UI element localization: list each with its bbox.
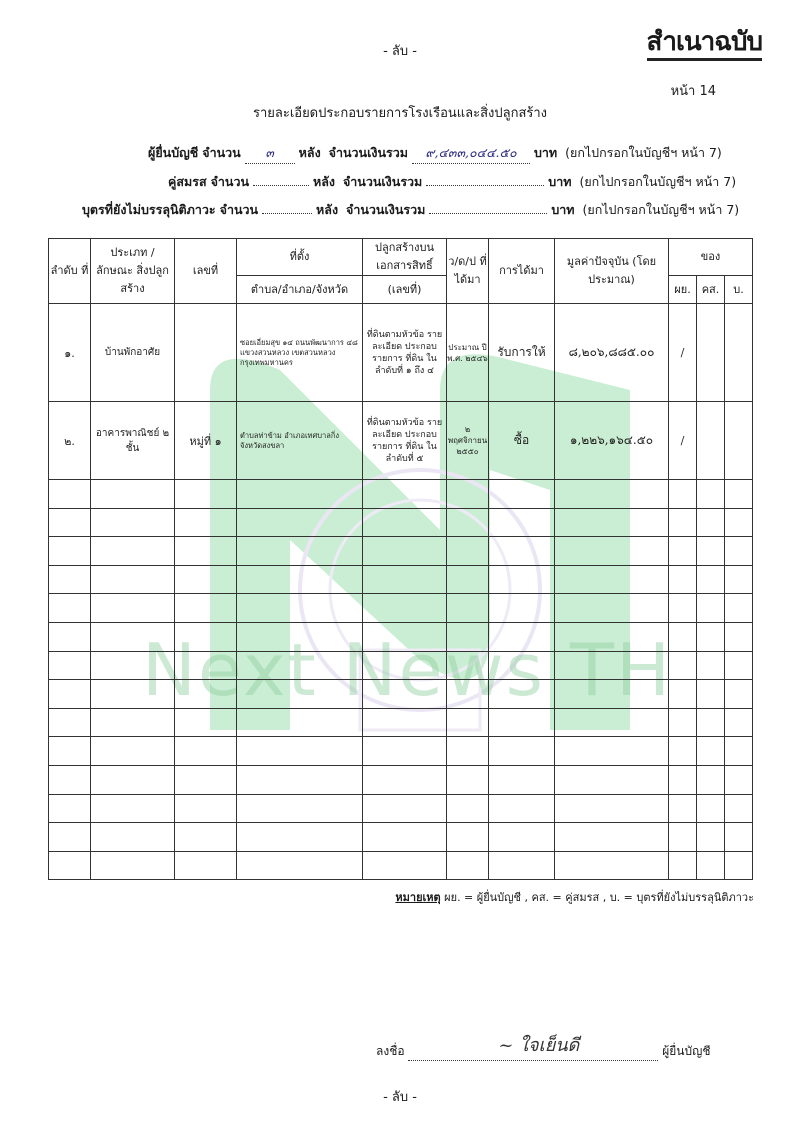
amount-value <box>429 213 547 214</box>
summary-note: (ยกไปกรอกในบัญชีฯ หน้า 7) <box>582 202 740 217</box>
secret-header: - ลับ - <box>383 44 417 59</box>
empty-row <box>49 622 753 651</box>
row-type: อาคารพาณิชย์ ๒ ชั้น <box>91 402 175 480</box>
row-number <box>175 304 237 402</box>
header-location-sub: ตำบล/อำเภอ/จังหวัด <box>237 276 363 304</box>
amount-value: ๙,๔๓๓,๐๔๔.๕๐ <box>412 143 530 164</box>
unit-label: หลัง <box>316 202 339 217</box>
summary-line-child <box>82 200 739 220</box>
row-owner-child <box>725 304 753 402</box>
empty-row <box>49 565 753 594</box>
summary-label: คู่สมรส <box>168 174 207 189</box>
footnote <box>395 888 754 906</box>
row-owner-filer: / <box>669 402 697 480</box>
count-label: จำนวน <box>210 174 250 189</box>
header-owner-filer: ผย. <box>669 276 697 304</box>
empty-row <box>49 651 753 680</box>
unit-label: หลัง <box>312 174 335 189</box>
signature-field <box>408 1035 658 1061</box>
count-label: จำนวน <box>219 202 259 217</box>
header-value: มูลค่าปัจจุบัน (โดยประมาณ) <box>555 239 669 304</box>
count-value <box>253 185 309 186</box>
document-title: รายละเอียดประกอบรายการโรงเรือนและสิ่งปลูกสร้าง <box>252 106 548 121</box>
empty-row <box>49 594 753 623</box>
count-value: ๓ <box>245 143 295 164</box>
empty-row <box>49 794 753 823</box>
row-location: ตำบลท่าข้าม อำเภอเทศบาลกิ่ง จังหวัดสงขลา <box>237 402 363 480</box>
row-number: หมู่ที่ ๑ <box>175 402 237 480</box>
row-owner-spouse <box>697 304 725 402</box>
empty-row <box>49 851 753 880</box>
row-seq: ๑. <box>49 304 91 402</box>
empty-row <box>49 508 753 537</box>
signature-prefix: ลงชื่อ <box>376 1044 405 1058</box>
row-date: ประมาณ ปี พ.ศ. ๒๕๔๖ <box>447 304 489 402</box>
row-acquire: รับการให้ <box>489 304 555 402</box>
row-acquire: ซื้อ <box>489 402 555 480</box>
empty-row <box>49 537 753 566</box>
row-value: ๑,๒๒๖,๑๖๔.๕๐ <box>555 402 669 480</box>
header-date: ว/ด/ป ที่ได้มา <box>447 239 489 304</box>
summary-line-spouse <box>168 172 736 192</box>
secret-footer: - ลับ - <box>383 1090 417 1105</box>
empty-row <box>49 823 753 852</box>
signature-suffix: ผู้ยื่นบัญชี <box>662 1044 711 1058</box>
count-value <box>262 213 312 214</box>
empty-row <box>49 765 753 794</box>
header-location: ที่ตั้ง <box>237 239 363 276</box>
summary-note: (ยกไปกรอกในบัญชีฯ หน้า 7) <box>565 145 722 160</box>
summary-label: ผู้ยื่นบัญชี <box>148 145 199 160</box>
sum-label: จำนวนเงินรวม <box>346 202 426 217</box>
currency-label: บาท <box>551 202 575 217</box>
summary-line-filer <box>148 143 722 164</box>
empty-row <box>49 680 753 709</box>
footnote-text: ผย. = ผู้ยื่นบัญชี , คส. = คู่สมรส , บ. = บุตรที่ยังไม่บรรลุนิติภาวะ <box>444 891 754 904</box>
copy-stamp: สำเนาฉบับ <box>647 26 762 61</box>
header-type: ประเภท / ลักษณะ สิ่งปลูกสร้าง <box>91 239 175 304</box>
empty-row <box>49 708 753 737</box>
row-location: ซอยเอี่ยมสุข ๑๔ ถนนพัฒนาการ ๔๘ แขวงสวนหลวง เขตสวนหลวง กรุงเทพมหานคร <box>237 304 363 402</box>
watermark-text: Next News TH <box>142 628 673 712</box>
page-number: หน้า 14 <box>670 84 716 99</box>
row-type: บ้านพักอาศัย <box>91 304 175 402</box>
summary-label: บุตรที่ยังไม่บรรลุนิติภาวะ <box>82 202 216 217</box>
amount-value <box>426 185 544 186</box>
header-owner: ของ <box>669 239 753 276</box>
building-table <box>48 238 753 880</box>
count-label: จำนวน <box>202 145 241 160</box>
currency-label: บาท <box>548 174 572 189</box>
empty-row <box>49 737 753 766</box>
header-owner-child: บ. <box>725 276 753 304</box>
handwritten-signature: ~ ใจเย็นดี <box>498 1035 580 1056</box>
row-seq: ๒. <box>49 402 91 480</box>
summary-note: (ยกไปกรอกในบัญชีฯ หน้า 7) <box>579 174 737 189</box>
header-owner-spouse: คส. <box>697 276 725 304</box>
row-owner-child <box>725 402 753 480</box>
row-value: ๘,๒๐๖,๘๘๕.๐๐ <box>555 304 669 402</box>
footnote-label: หมายเหตุ <box>395 891 441 904</box>
header-deed-sub: (เลขที่) <box>363 276 447 304</box>
header-number: เลขที่ <box>175 239 237 304</box>
signature-line <box>376 1035 711 1061</box>
header-deed: ปลูกสร้างบน เอกสารสิทธิ์ <box>363 239 447 276</box>
table-row <box>49 304 753 402</box>
empty-row <box>49 480 753 509</box>
table-row <box>49 402 753 480</box>
sum-label: จำนวนเงินรวม <box>328 145 408 160</box>
row-owner-spouse <box>697 402 725 480</box>
row-deed: ที่ดินตามหัวข้อ รายละเอียด ประกอบรายการ ที่ดิน ในลำดับที่ ๕ <box>363 402 447 480</box>
currency-label: บาท <box>533 145 558 160</box>
row-date: ๒ พฤศจิกายน ๒๕๕๐ <box>447 402 489 480</box>
sum-label: จำนวนเงินรวม <box>342 174 423 189</box>
header-seq: ลำดับ ที่ <box>49 239 91 304</box>
row-owner-filer: / <box>669 304 697 402</box>
row-deed: ที่ดินตามหัวข้อ รายละเอียด ประกอบรายการ ที่ดิน ในลำดับที่ ๑ ถึง ๔ <box>363 304 447 402</box>
unit-label: หลัง <box>298 145 321 160</box>
header-acquire: การได้มา <box>489 239 555 304</box>
